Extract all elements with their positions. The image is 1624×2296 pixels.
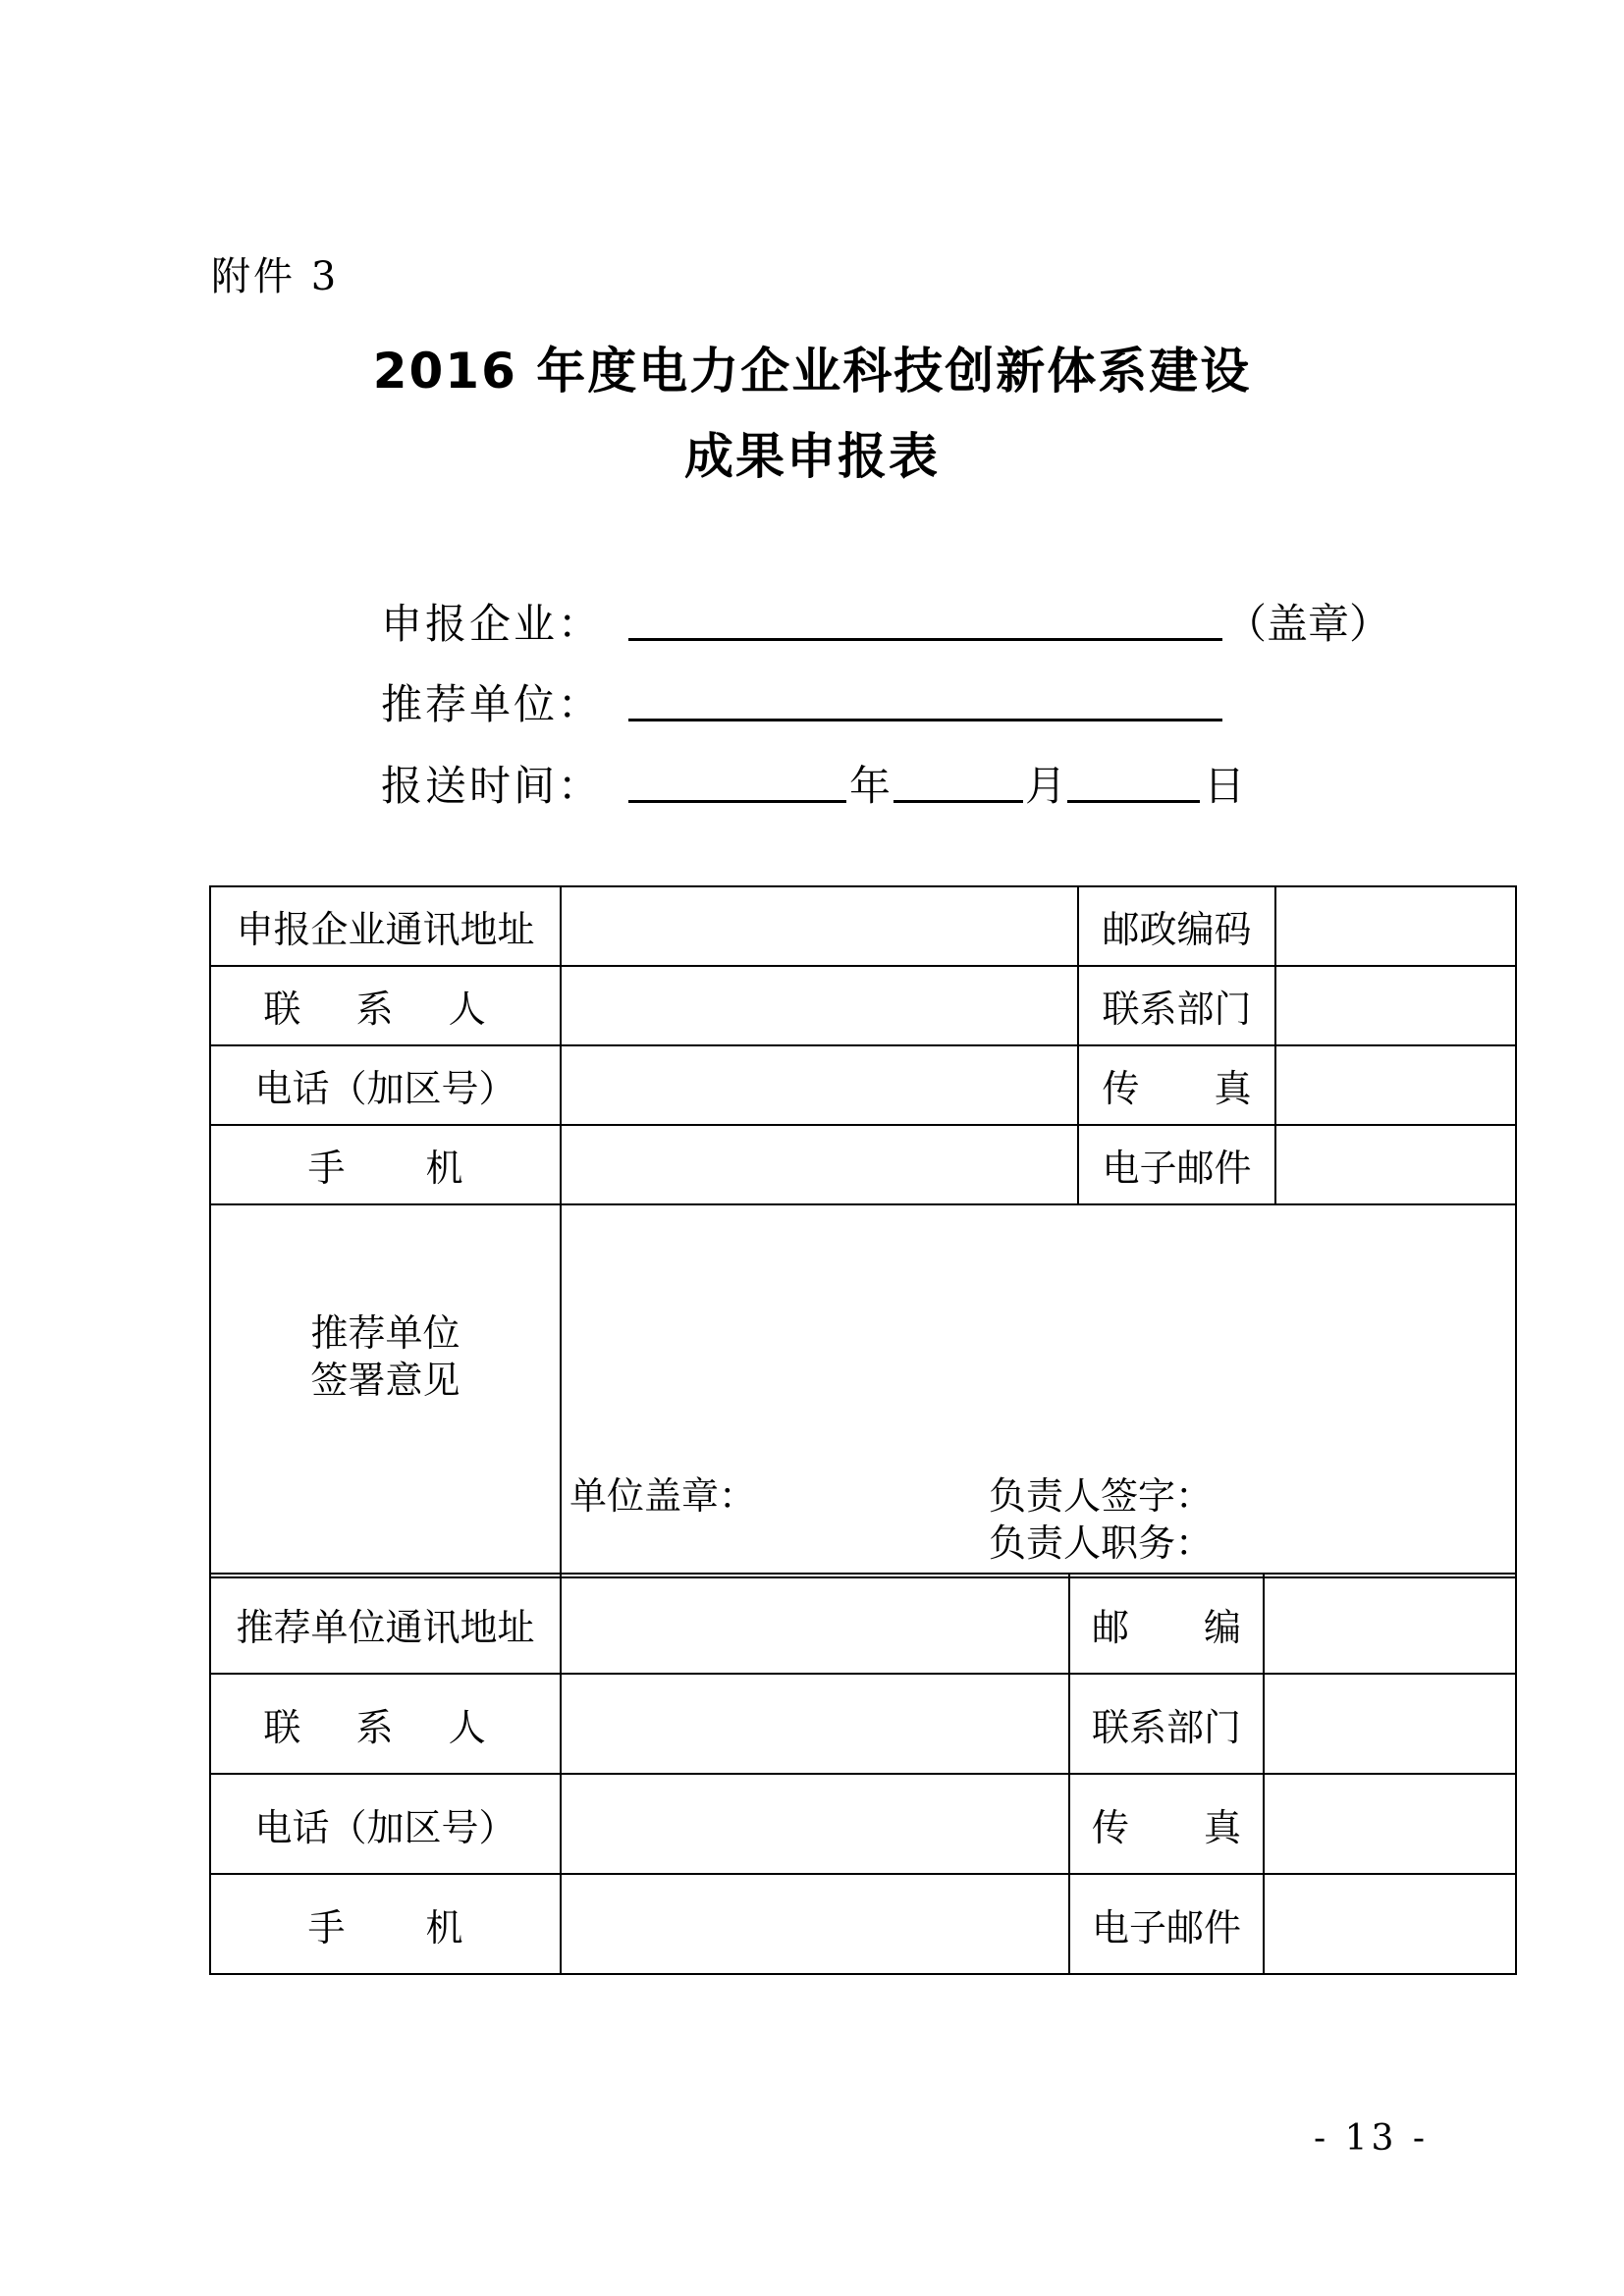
applicant-info-table <box>209 885 1517 1578</box>
applicant-phone-field[interactable] <box>561 1045 1078 1125</box>
opinion-label-cell <box>210 1204 561 1577</box>
date-label: 报送时间： <box>381 762 603 810</box>
opinion-label-line2: 签署意见 <box>310 1359 460 1402</box>
recommender-fax-label: 传 真 <box>1091 1805 1242 1849</box>
month-text: 月 <box>1025 762 1067 810</box>
applicant-address-label: 申报企业通讯地址 <box>210 886 561 966</box>
year-underline[interactable] <box>628 800 846 803</box>
recommender-email-label: 电子邮件 <box>1069 1874 1264 1974</box>
recommender-phone-label: 电话（加区号） <box>210 1774 561 1874</box>
applicant-underline[interactable] <box>628 638 1222 641</box>
document-title: 2016 年度电力企业科技创新体系建设 <box>372 343 1252 400</box>
document-subtitle: 成果申报表 <box>684 428 940 485</box>
applicant-fax-label: 传 真 <box>1102 1067 1252 1110</box>
applicant-contact-field[interactable] <box>561 966 1078 1045</box>
recommender-phone-field[interactable] <box>561 1774 1069 1874</box>
applicant-postcode-field[interactable] <box>1275 886 1516 966</box>
recommender-contact-field[interactable] <box>561 1674 1069 1774</box>
applicant-contact-label: 联 系 人 <box>263 988 508 1031</box>
recommender-postcode-label: 邮 编 <box>1091 1605 1242 1649</box>
applicant-address-field[interactable] <box>561 886 1078 966</box>
recommender-email-field[interactable] <box>1264 1874 1516 1974</box>
recommender-contact-label: 联 系 人 <box>263 1705 508 1749</box>
opinion-content-area[interactable] <box>561 1204 1516 1577</box>
applicant-mobile-label: 手 机 <box>307 1147 463 1190</box>
applicant-fax-field[interactable] <box>1275 1045 1516 1125</box>
applicant-mobile-field[interactable] <box>561 1125 1078 1204</box>
unit-stamp-label: 单位盖章： <box>569 1474 757 1518</box>
day-underline[interactable] <box>1067 800 1200 803</box>
year-text: 年 <box>849 762 892 810</box>
applicant-label: 申报企业： <box>381 600 603 648</box>
applicant-email-label: 电子邮件 <box>1078 1125 1275 1204</box>
signer-label: 负责人签字： <box>989 1474 1214 1518</box>
signer-title-label: 负责人职务： <box>989 1522 1214 1565</box>
recommender-dept-field[interactable] <box>1264 1674 1516 1774</box>
applicant-email-field[interactable] <box>1275 1125 1516 1204</box>
applicant-phone-label: 电话（加区号） <box>210 1045 561 1125</box>
applicant-postcode-label: 邮政编码 <box>1078 886 1275 966</box>
stamp-note: （盖章） <box>1225 600 1391 648</box>
recommender-mobile-field[interactable] <box>561 1874 1069 1974</box>
applicant-dept-field[interactable] <box>1275 966 1516 1045</box>
recommender-underline[interactable] <box>628 719 1222 721</box>
recommender-dept-label: 联系部门 <box>1069 1674 1264 1774</box>
recommender-info-table <box>209 1573 1517 1975</box>
attachment-label: 附件 3 <box>211 254 340 299</box>
recommender-fax-field[interactable] <box>1264 1774 1516 1874</box>
recommender-mobile-label: 手 机 <box>307 1905 463 1949</box>
month-underline[interactable] <box>893 800 1023 803</box>
day-text: 日 <box>1204 762 1246 810</box>
opinion-label-line1: 推荐单位 <box>310 1311 460 1355</box>
recommender-postcode-field[interactable] <box>1264 1574 1516 1674</box>
applicant-dept-label: 联系部门 <box>1078 966 1275 1045</box>
page-number: - 13 - <box>1314 2118 1430 2159</box>
recommender-address-label: 推荐单位通讯地址 <box>210 1574 561 1674</box>
recommender-address-field[interactable] <box>561 1574 1069 1674</box>
recommender-label: 推荐单位： <box>381 680 603 728</box>
